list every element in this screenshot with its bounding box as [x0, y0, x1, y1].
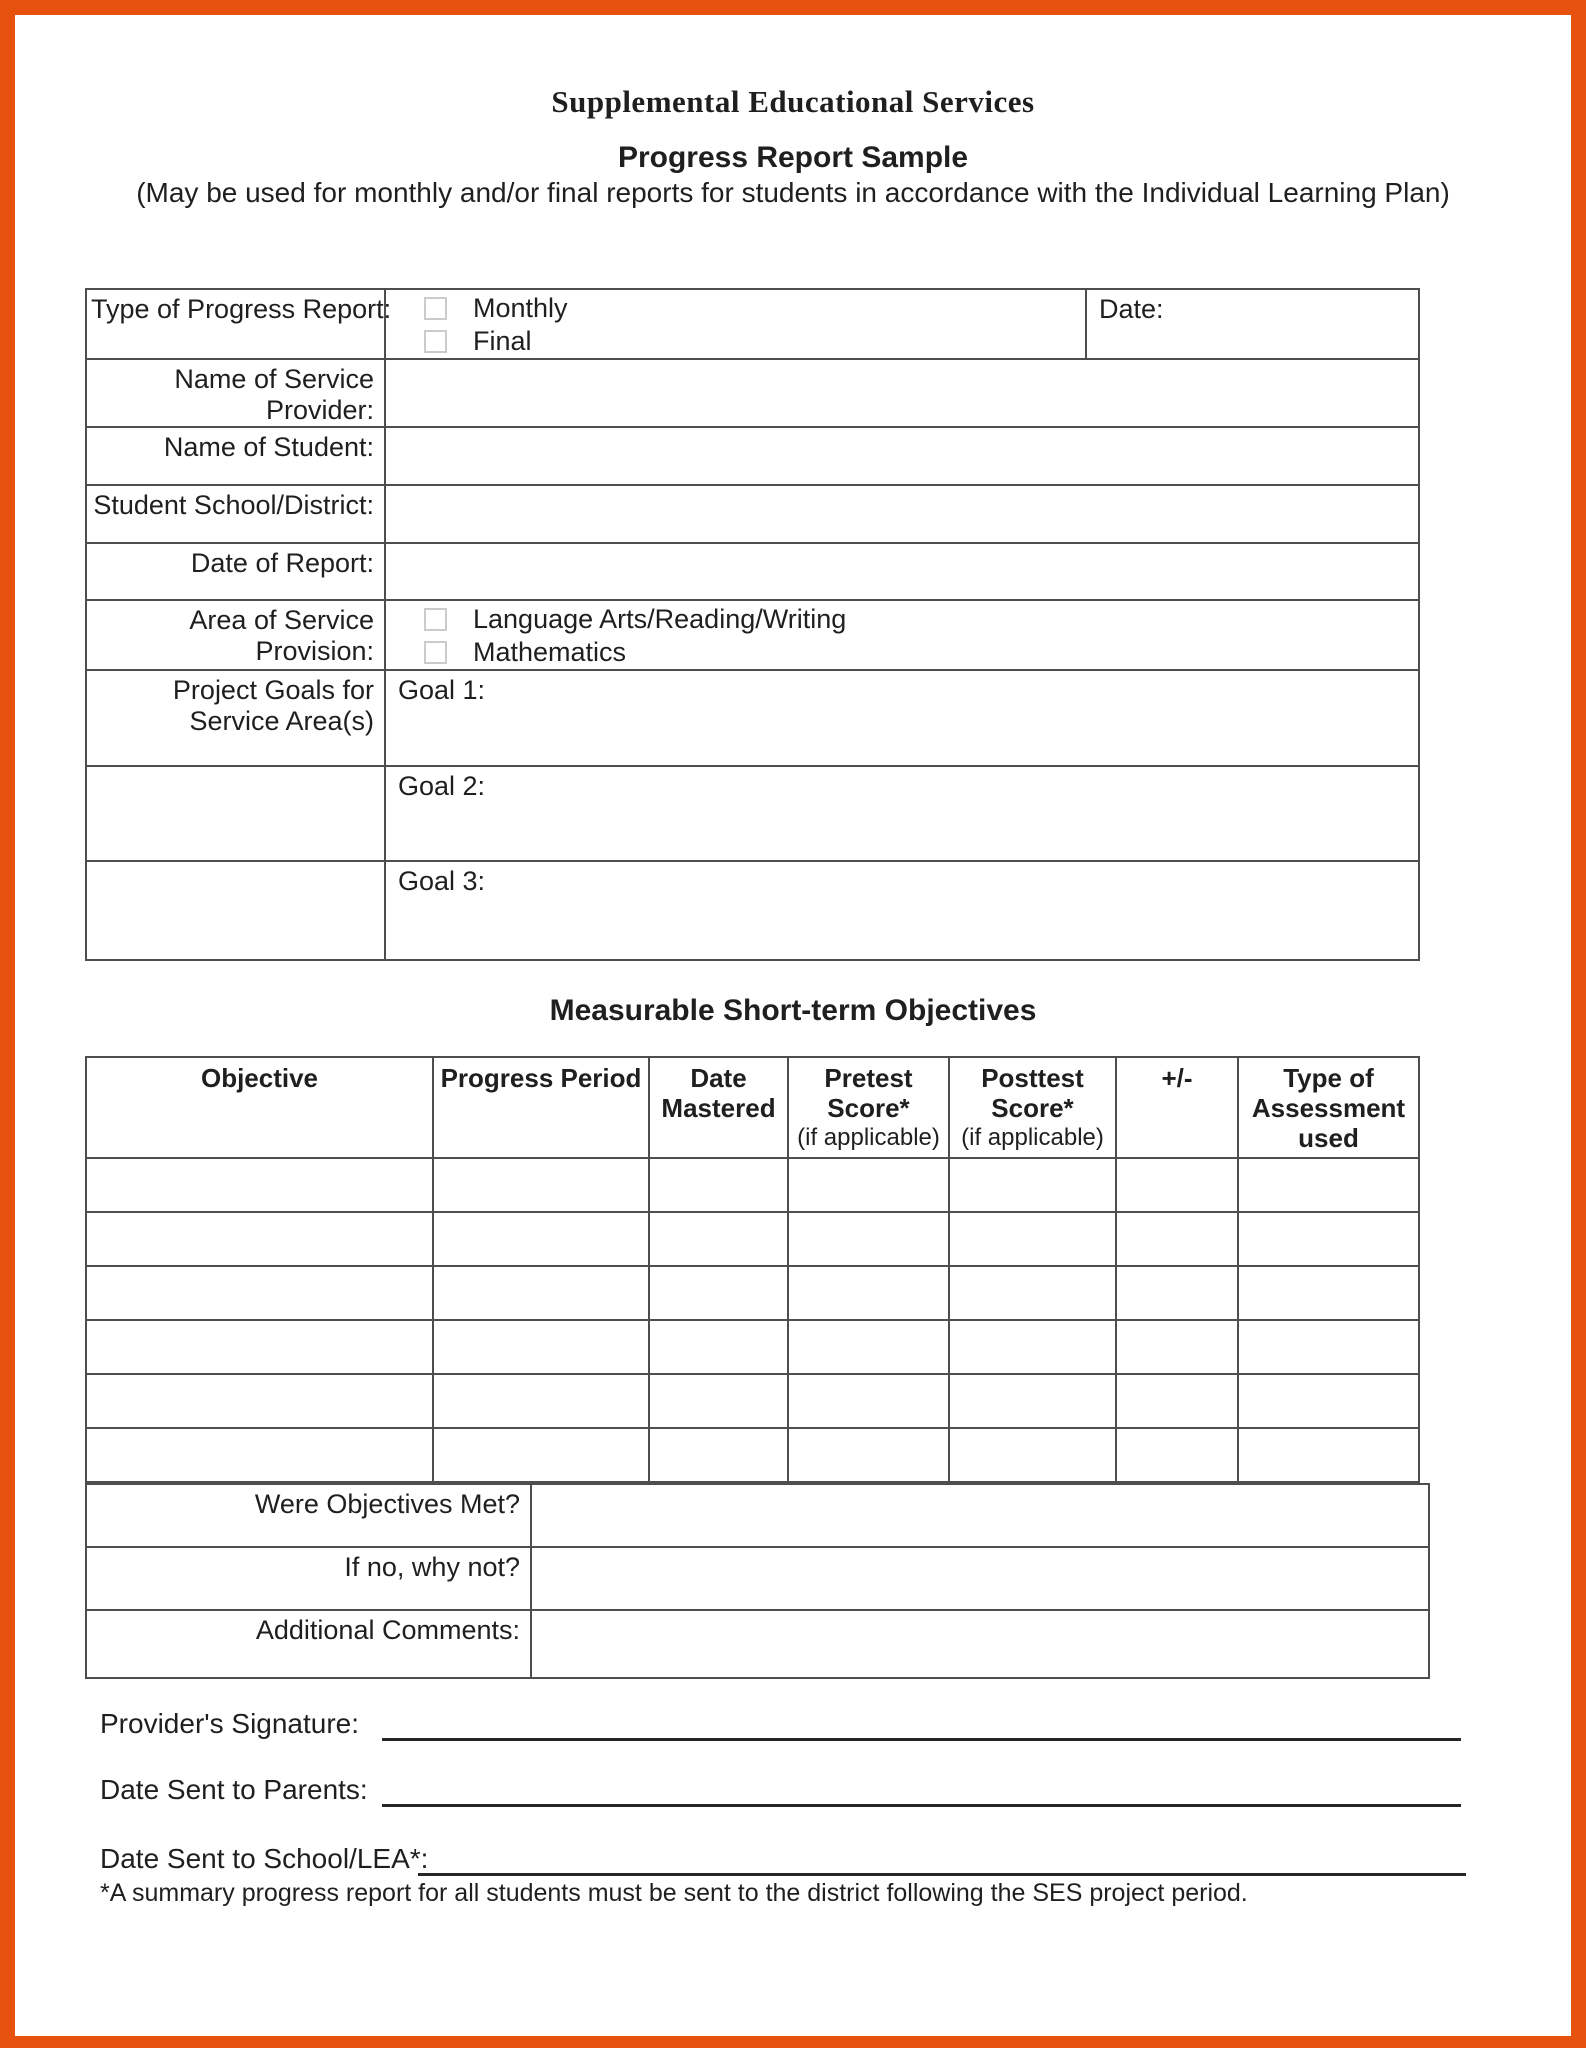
student-name-input-cell[interactable]: [385, 427, 1419, 485]
objectives-table-body: [86, 1158, 1419, 1482]
table-row: [86, 1484, 1429, 1547]
objectives-empty-cell[interactable]: [649, 1266, 788, 1320]
objectives-empty-cell[interactable]: [649, 1158, 788, 1212]
date-of-report-input-cell[interactable]: [385, 543, 1419, 600]
report-title: Progress Report Sample: [617, 141, 969, 174]
objectives-empty-cell[interactable]: [949, 1158, 1116, 1212]
summary-table: [85, 1483, 1430, 1679]
service-area-label: Area of Service Provision:: [86, 600, 385, 670]
objectives-empty-cell[interactable]: [649, 1320, 788, 1374]
objectives-empty-cell[interactable]: [433, 1374, 649, 1428]
monthly-option[interactable]: [386, 292, 1085, 325]
language-arts-option[interactable]: [386, 603, 1418, 636]
objectives-empty-cell[interactable]: [949, 1266, 1116, 1320]
objectives-header-row: [86, 1057, 1419, 1158]
objectives-empty-cell[interactable]: [433, 1212, 649, 1266]
objectives-empty-cell[interactable]: [1116, 1428, 1238, 1482]
date-sent-parents-line[interactable]: [382, 1804, 1461, 1807]
final-option-label: Final: [473, 326, 532, 356]
service-provider-input-cell[interactable]: [385, 359, 1419, 427]
objectives-empty-cell[interactable]: [949, 1320, 1116, 1374]
col-header-objective: Objective: [86, 1057, 433, 1158]
report-type-options-cell: [385, 289, 1086, 359]
service-provider-label: Name of Service Provider:: [86, 359, 385, 427]
additional-comments-input-cell[interactable]: [531, 1610, 1429, 1678]
table-row: [86, 766, 1419, 861]
if-no-why-not-label: If no, why not?: [86, 1547, 531, 1610]
objectives-empty-cell[interactable]: [433, 1266, 649, 1320]
objectives-empty-cell[interactable]: [788, 1374, 949, 1428]
table-row: [86, 1610, 1429, 1678]
provider-signature-line[interactable]: [382, 1738, 1461, 1741]
checkbox-icon[interactable]: [424, 641, 447, 664]
objectives-empty-row: [86, 1374, 1419, 1428]
monthly-option-label: Monthly: [473, 293, 568, 323]
objectives-empty-cell[interactable]: [1116, 1212, 1238, 1266]
table-row: [86, 359, 1419, 427]
objectives-empty-cell[interactable]: [649, 1428, 788, 1482]
objectives-empty-cell[interactable]: [649, 1212, 788, 1266]
objectives-empty-cell[interactable]: [433, 1428, 649, 1482]
objectives-empty-cell[interactable]: [788, 1212, 949, 1266]
empty-label-cell: [86, 861, 385, 960]
final-option[interactable]: [386, 325, 1085, 358]
report-note: (May be used for monthly and/or final reports for students in accordance with the Individual Learning Plan): [136, 177, 1450, 208]
objectives-empty-cell[interactable]: [1238, 1266, 1419, 1320]
col-header-date-mastered: Date Mastered: [649, 1057, 788, 1158]
objectives-empty-cell[interactable]: [949, 1374, 1116, 1428]
date-of-report-label: Date of Report:: [86, 543, 385, 600]
objectives-empty-cell[interactable]: [949, 1428, 1116, 1482]
objectives-empty-cell[interactable]: [86, 1266, 433, 1320]
student-name-label: Name of Student:: [86, 427, 385, 485]
checkbox-icon[interactable]: [424, 608, 447, 631]
objectives-empty-row: [86, 1266, 1419, 1320]
date-sent-school-label: Date Sent to School/LEA*:: [100, 1843, 429, 1874]
table-row: [86, 485, 1419, 543]
objectives-empty-cell[interactable]: [86, 1212, 433, 1266]
goal-1-input-cell[interactable]: Goal 1:: [385, 670, 1419, 766]
objectives-empty-cell[interactable]: [433, 1158, 649, 1212]
objectives-section-heading: Measurable Short-term Objectives: [549, 994, 1037, 1027]
objectives-met-label: Were Objectives Met?: [86, 1484, 531, 1547]
objectives-met-input-cell[interactable]: [531, 1484, 1429, 1547]
objectives-empty-cell[interactable]: [86, 1428, 433, 1482]
col-header-pretest-score: Pretest Score* (if applicable): [788, 1057, 949, 1158]
objectives-empty-cell[interactable]: [1238, 1320, 1419, 1374]
footnote: *A summary progress report for all students must be sent to the district following the SES project period.: [100, 1879, 1248, 1907]
objectives-empty-cell[interactable]: [86, 1320, 433, 1374]
project-goals-label: Project Goals for Service Area(s): [86, 670, 385, 766]
provider-signature-label: Provider's Signature:: [100, 1708, 360, 1739]
date-sent-parents-label: Date Sent to Parents:: [100, 1774, 368, 1805]
col-header-plus-minus: +/-: [1116, 1057, 1238, 1158]
objectives-empty-cell[interactable]: [1238, 1212, 1419, 1266]
objectives-empty-cell[interactable]: [788, 1266, 949, 1320]
objectives-empty-row: [86, 1212, 1419, 1266]
objectives-empty-cell[interactable]: [1116, 1374, 1238, 1428]
checkbox-icon[interactable]: [424, 330, 447, 353]
service-area-options-cell: [385, 600, 1419, 670]
table-row: [86, 600, 1419, 670]
objectives-empty-cell[interactable]: [788, 1158, 949, 1212]
table-row: [86, 670, 1419, 766]
objectives-empty-cell[interactable]: [649, 1374, 788, 1428]
objectives-empty-cell[interactable]: [949, 1212, 1116, 1266]
info-table: [85, 288, 1420, 961]
table-row: [86, 1547, 1429, 1610]
objectives-empty-row: [86, 1320, 1419, 1374]
objectives-empty-cell[interactable]: [86, 1374, 433, 1428]
mathematics-option[interactable]: [386, 636, 1418, 669]
table-row: [86, 427, 1419, 485]
goal-3-input-cell[interactable]: Goal 3:: [385, 861, 1419, 960]
objectives-empty-cell[interactable]: [433, 1320, 649, 1374]
objectives-empty-cell[interactable]: [1116, 1266, 1238, 1320]
additional-comments-label: Additional Comments:: [86, 1610, 531, 1678]
date-sent-school-line[interactable]: [418, 1873, 1466, 1876]
document-title: Supplemental Educational Services: [551, 84, 1035, 119]
objectives-empty-cell[interactable]: [1238, 1374, 1419, 1428]
empty-label-cell: [86, 766, 385, 861]
objectives-empty-cell[interactable]: [1116, 1158, 1238, 1212]
school-district-label: Student School/District:: [86, 485, 385, 543]
objectives-empty-cell[interactable]: [788, 1428, 949, 1482]
mathematics-option-label: Mathematics: [473, 637, 627, 667]
table-row: [86, 861, 1419, 960]
objectives-table: [85, 1056, 1420, 1483]
language-arts-option-label: Language Arts/Reading/Writing: [473, 604, 847, 634]
objectives-empty-row: [86, 1158, 1419, 1212]
objectives-empty-row: [86, 1428, 1419, 1482]
school-district-input-cell[interactable]: [385, 485, 1419, 543]
col-header-progress-period: Progress Period: [433, 1057, 649, 1158]
if-no-why-not-input-cell[interactable]: [531, 1547, 1429, 1610]
objectives-empty-cell[interactable]: [86, 1158, 433, 1212]
objectives-empty-cell[interactable]: [1116, 1320, 1238, 1374]
objectives-empty-cell[interactable]: [1238, 1158, 1419, 1212]
date-label-cell[interactable]: Date:: [1086, 289, 1419, 359]
objectives-empty-cell[interactable]: [788, 1320, 949, 1374]
type-of-report-label: Type of Progress Report:: [86, 289, 385, 359]
table-row: [86, 543, 1419, 600]
col-header-posttest-score: Posttest Score* (if applicable): [949, 1057, 1116, 1158]
objectives-empty-cell[interactable]: [1238, 1428, 1419, 1482]
col-header-assessment-type: Type of Assessment used: [1238, 1057, 1419, 1158]
table-row: [86, 289, 1419, 359]
goal-2-input-cell[interactable]: Goal 2:: [385, 766, 1419, 861]
checkbox-icon[interactable]: [424, 297, 447, 320]
